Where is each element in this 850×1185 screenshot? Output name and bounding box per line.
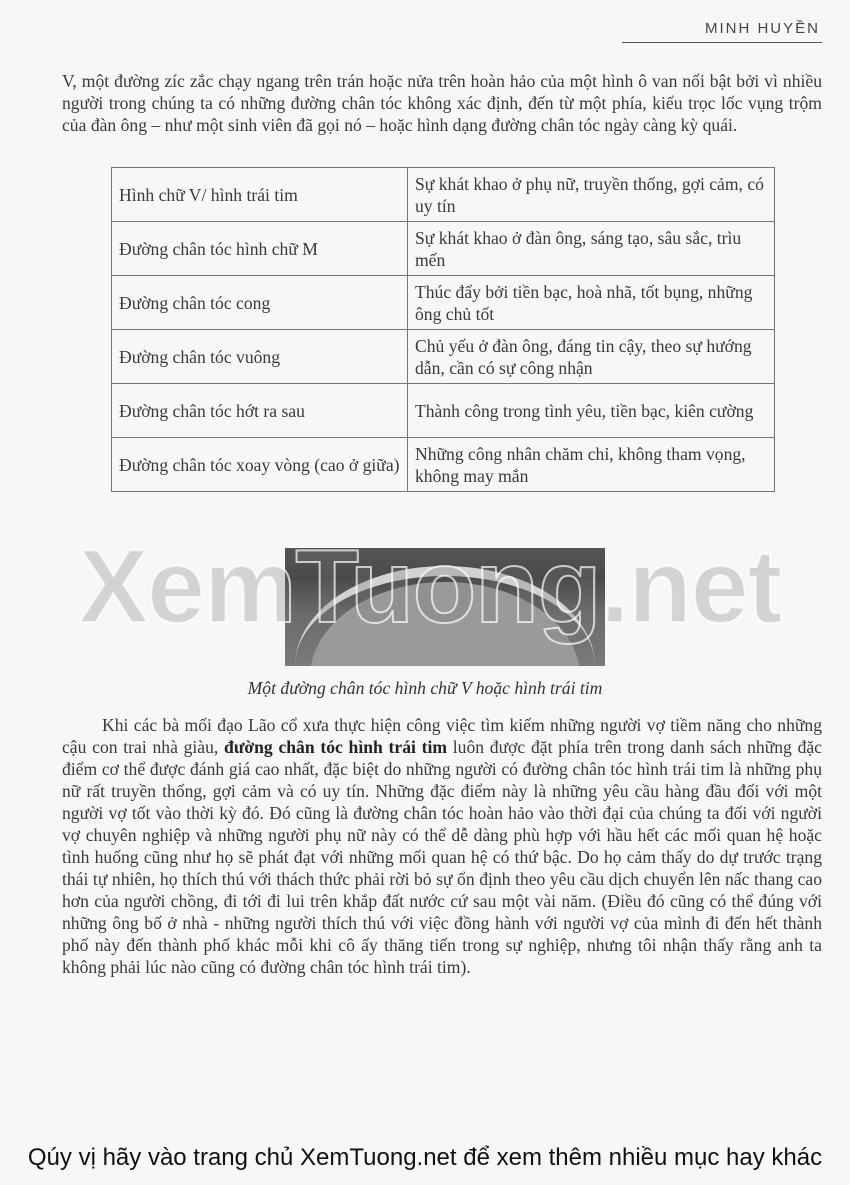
- trait-cell: Chủ yếu ở đàn ông, đáng tin cậy, theo sự hướng dẫn, cần có sự công nhận: [408, 330, 775, 384]
- table-row: [112, 384, 775, 438]
- hairline-photo: [285, 548, 605, 666]
- table-row: [112, 438, 775, 492]
- hairline-traits-table: [111, 167, 775, 492]
- body-paragraph: [62, 714, 822, 978]
- hairline-type-cell: Đường chân tóc vuông: [112, 330, 408, 384]
- footer-link-text[interactable]: Qúy vị hãy vào trang chủ XemTuong.net để xem thêm nhiều mục hay khác: [27, 1144, 823, 1171]
- table-row: [112, 276, 775, 330]
- hairline-type-cell: Đường chân tóc hớt ra sau: [112, 384, 408, 438]
- header-rule: [622, 42, 822, 43]
- figure-caption: Một đường chân tóc hình chữ V hoặc hình trái tim: [247, 678, 603, 698]
- trait-cell: Những công nhân chăm chỉ, không tham vọng, không may mắn: [408, 438, 775, 492]
- trait-cell: Thành công trong tình yêu, tiền bạc, kiên cường: [408, 384, 775, 438]
- intro-paragraph: V, một đường zíc zắc chạy ngang trên trán hoặc nửa trên hoàn hảo của một hình ô van nổi bật bởi vì nhiều người trong chúng ta có những đường chân tóc không xác định, đến từ một phía, kiểu trọc lốc vụng trộm của đàn ông – như một sinh viên đã gọi nó – hoặc hình dạng đường chân tóc ngày càng kỳ quái.: [62, 71, 822, 135]
- body-text-before: Khi các bà mối đạo Lão cổ xưa thực hiện công việc tìm kiếm những người vợ tiềm năng cho những cậu con trai nhà giàu,: [62, 715, 822, 757]
- hairline-type-cell: Đường chân tóc xoay vòng (cao ở giữa): [112, 438, 408, 492]
- hairline-type-cell: Hình chữ V/ hình trái tim: [112, 168, 408, 222]
- running-header-author: MINH HUYỀN: [704, 20, 820, 37]
- watermark: XemTuong.net: [78, 529, 782, 645]
- table-row: [112, 168, 775, 222]
- table-row: [112, 222, 775, 276]
- body-text-after: luôn được đặt phía trên trong danh sách những đặc điểm cơ thể được đánh giá cao nhất, đặc biệt do những người có đường chân tóc hình trái tim là những phụ nữ rất truyền thống, gợi cảm và có uy tín. Những đặc điểm này là những yêu cầu hàng đầu đối với một người vợ tốt vào thời kỳ đó. Đó cũng là đường chân tóc hoàn hảo vào thời đại của chúng ta đối với người vợ chuyên nghiệp và những người phụ nữ này có thể dễ dàng phù hợp với hầu hết các mối quan hệ hoặc tình huống cũng như họ sẽ phát đạt với những mối quan hệ có thứ bậc. Do họ cảm thấy do dự trước trạng thái tự nhiên, họ thích thú với thách thức phải rời bỏ sự ổn định theo yêu cầu dịch chuyển lên nấc thang cao hơn của người chồng, đi tới đi lui trên khắp đất nước cứ sau một vài năm. (Điều đó cũng có thể đúng với những ông bố ở nhà - những người thích thú với việc đồng hành với người vợ của mình đi đến hết thành phố này đến thành phố khác mỗi khi cô ấy thăng tiến trong sự nghiệp, nhưng tôi nhận thấy rằng anh ta không phải lúc nào cũng có đường chân tóc hình trái tim).: [62, 737, 822, 977]
- body-text-bold: đường chân tóc hình trái tim: [224, 737, 448, 757]
- hairline-type-cell: Đường chân tóc cong: [112, 276, 408, 330]
- trait-cell: Thúc đẩy bởi tiền bạc, hoà nhã, tốt bụng, những ông chủ tốt: [408, 276, 775, 330]
- hairline-type-cell: Đường chân tóc hình chữ M: [112, 222, 408, 276]
- trait-cell: Sự khát khao ở đàn ông, sáng tạo, sâu sắc, trìu mến: [408, 222, 775, 276]
- trait-cell: Sự khát khao ở phụ nữ, truyền thống, gợi cảm, có uy tín: [408, 168, 775, 222]
- table-row: [112, 330, 775, 384]
